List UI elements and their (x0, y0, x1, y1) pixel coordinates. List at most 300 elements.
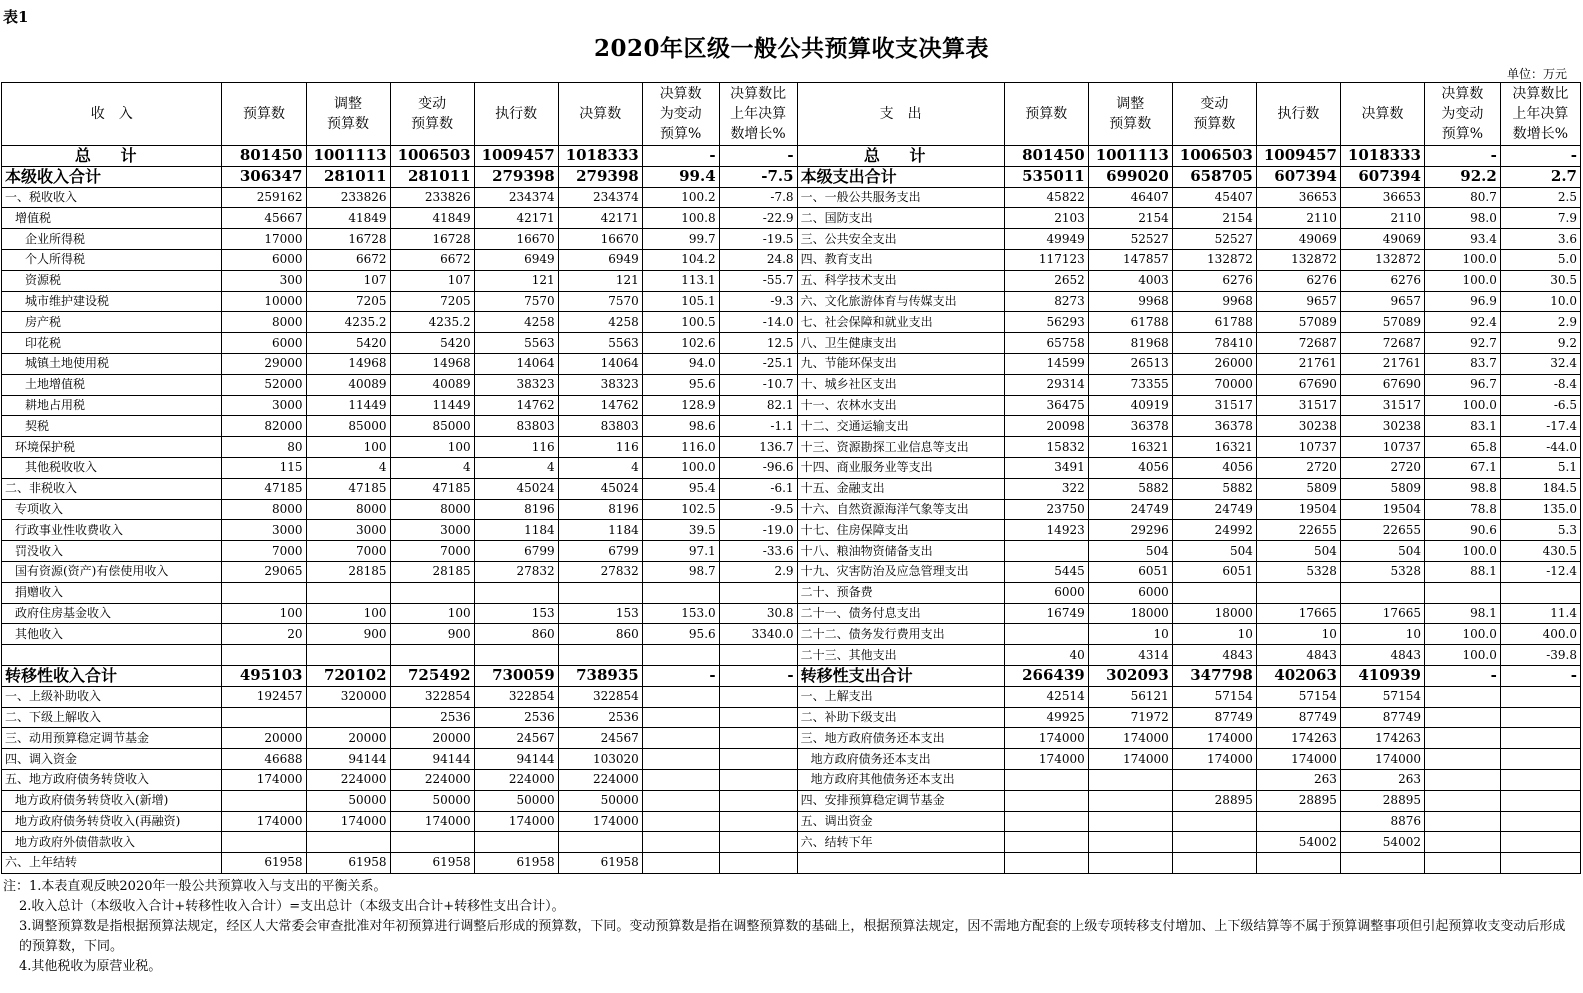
table-row (2, 395, 1581, 416)
column-header-line: 上年决算 (1512, 106, 1569, 122)
income-value-cell: 192457 (222, 686, 306, 707)
expense-value-cell: 30238 (1256, 416, 1340, 437)
income-value-cell: 42171 (558, 208, 642, 229)
expense-value-cell: 801450 (1004, 146, 1088, 167)
income-value-cell: 100.2 (642, 187, 719, 208)
expense-value-cell: 49925 (1004, 707, 1088, 728)
income-value-cell: 27832 (474, 561, 558, 582)
income-item-label: 罚没收入 (2, 541, 222, 562)
income-value-cell: 61958 (222, 853, 306, 874)
income-value-cell (719, 790, 797, 811)
table-row (2, 499, 1581, 520)
column-header (222, 83, 306, 146)
expense-value-cell: 46407 (1088, 187, 1172, 208)
expense-value-cell (1088, 832, 1172, 853)
expense-value-cell (1004, 769, 1088, 790)
expense-value-cell: 22655 (1256, 520, 1340, 541)
column-header (1424, 83, 1500, 146)
expense-item-label: 十四、商业服务业等支出 (797, 457, 1004, 478)
expense-value-cell: 132872 (1256, 249, 1340, 270)
income-value-cell (306, 707, 390, 728)
expense-value-cell: 174000 (1088, 728, 1172, 749)
income-value-cell (474, 582, 558, 603)
income-item-label: 二、下级上解收入 (2, 707, 222, 728)
expense-value-cell: 70000 (1172, 374, 1256, 395)
expense-value-cell: 21761 (1256, 353, 1340, 374)
expense-value-cell: 5.1 (1500, 457, 1580, 478)
expense-item-label: 本级支出合计 (797, 166, 1004, 187)
expense-value-cell: 5882 (1172, 478, 1256, 499)
expense-value-cell (1088, 853, 1172, 874)
table-row (2, 707, 1581, 728)
column-header-line: 为变动 (659, 106, 702, 122)
income-value-cell: -19.0 (719, 520, 797, 541)
income-value-cell: 224000 (390, 769, 474, 790)
expense-value-cell: 1006503 (1172, 146, 1256, 167)
expense-value-cell: 40919 (1088, 395, 1172, 416)
expense-value-cell: 6276 (1172, 270, 1256, 291)
expense-value-cell: 14599 (1004, 353, 1088, 374)
expense-value-cell: 174263 (1256, 728, 1340, 749)
expense-value-cell (1500, 728, 1580, 749)
expense-value-cell: -6.5 (1500, 395, 1580, 416)
income-value-cell: 14064 (474, 353, 558, 374)
expense-value-cell (1340, 853, 1424, 874)
income-value-cell: 7000 (222, 541, 306, 562)
expense-value-cell: 132872 (1172, 249, 1256, 270)
income-value-cell: 52000 (222, 374, 306, 395)
column-header (1500, 83, 1580, 146)
column-header-line: 预算数 (1025, 106, 1068, 122)
expense-value-cell: 5328 (1256, 561, 1340, 582)
column-header-line: 决算数 (1361, 106, 1404, 122)
column-header (642, 83, 719, 146)
income-value-cell: 279398 (474, 166, 558, 187)
income-value-cell: 2536 (390, 707, 474, 728)
expense-value-cell (1172, 853, 1256, 874)
income-value-cell: 306347 (222, 166, 306, 187)
expense-item-label: 一、上解支出 (797, 686, 1004, 707)
table-row (2, 270, 1581, 291)
table-row (2, 561, 1581, 582)
income-value-cell: 7000 (390, 541, 474, 562)
expense-value-cell: 18000 (1088, 603, 1172, 624)
income-value-cell: 20000 (306, 728, 390, 749)
expense-value-cell: 24992 (1172, 520, 1256, 541)
expense-value-cell: 2.5 (1500, 187, 1580, 208)
expense-value-cell: 2154 (1172, 208, 1256, 229)
income-value-cell: 61958 (390, 853, 474, 874)
expense-value-cell: 18000 (1172, 603, 1256, 624)
income-value-cell: 100 (222, 603, 306, 624)
expense-value-cell: 2110 (1340, 208, 1424, 229)
income-value-cell: 3340.0 (719, 624, 797, 645)
income-item-label: 土地增值税 (2, 374, 222, 395)
expense-value-cell: 83.7 (1424, 353, 1500, 374)
income-value-cell: 100 (306, 437, 390, 458)
column-header (306, 83, 390, 146)
expense-value-cell: 10737 (1340, 437, 1424, 458)
income-value-cell: 801450 (222, 146, 306, 167)
expense-value-cell: 535011 (1004, 166, 1088, 187)
expense-value-cell: 19504 (1256, 499, 1340, 520)
income-value-cell: 83803 (474, 416, 558, 437)
income-value-cell: -1.1 (719, 416, 797, 437)
income-value-cell: 14968 (306, 353, 390, 374)
column-header-line: 决算数 (579, 106, 622, 122)
income-value-cell: 45024 (558, 478, 642, 499)
expense-value-cell: 65.8 (1424, 437, 1500, 458)
column-header (1088, 83, 1172, 146)
table-row (2, 249, 1581, 270)
expense-value-cell: 96.7 (1424, 374, 1500, 395)
income-value-cell: 174000 (222, 811, 306, 832)
expense-value-cell: 28895 (1340, 790, 1424, 811)
expense-value-cell: 54002 (1340, 832, 1424, 853)
expense-value-cell: 32.4 (1500, 353, 1580, 374)
income-value-cell: 860 (558, 624, 642, 645)
expense-value-cell: 56293 (1004, 312, 1088, 333)
income-value-cell: 47185 (306, 478, 390, 499)
income-value-cell: 102.5 (642, 499, 719, 520)
expense-value-cell: 16321 (1088, 437, 1172, 458)
income-item-label: 五、地方政府债务转贷收入 (2, 769, 222, 790)
column-header-line: 上年决算 (730, 106, 787, 122)
expense-value-cell: 61788 (1088, 312, 1172, 333)
income-item-label: 城市维护建设税 (2, 291, 222, 312)
column-header (1004, 83, 1088, 146)
expense-value-cell: 87749 (1172, 707, 1256, 728)
expense-value-cell: 21761 (1340, 353, 1424, 374)
income-item-label: 环境保护税 (2, 437, 222, 458)
expense-value-cell: 49069 (1340, 229, 1424, 250)
expense-value-cell: 30.5 (1500, 270, 1580, 291)
table-row (2, 312, 1581, 333)
income-value-cell: 8000 (390, 499, 474, 520)
income-item-label: 企业所得税 (2, 229, 222, 250)
income-item-label: 耕地占用税 (2, 395, 222, 416)
expense-value-cell: 2154 (1088, 208, 1172, 229)
expense-value-cell: 135.0 (1500, 499, 1580, 520)
expense-value-cell: 3.6 (1500, 229, 1580, 250)
income-value-cell: 1001113 (306, 146, 390, 167)
expense-value-cell: 42514 (1004, 686, 1088, 707)
expense-item-label: 二、国防支出 (797, 208, 1004, 229)
expense-value-cell: 10 (1088, 624, 1172, 645)
expense-value-cell: 174263 (1340, 728, 1424, 749)
table-row (2, 229, 1581, 250)
expense-value-cell: -12.4 (1500, 561, 1580, 582)
expense-value-cell: 100.0 (1424, 395, 1500, 416)
expense-value-cell: 2652 (1004, 270, 1088, 291)
income-value-cell: 174000 (390, 811, 474, 832)
income-value-cell: 38323 (558, 374, 642, 395)
expense-value-cell: 5.0 (1500, 249, 1580, 270)
expense-value-cell: 83.1 (1424, 416, 1500, 437)
income-value-cell: 6000 (222, 249, 306, 270)
expense-value-cell (1172, 769, 1256, 790)
income-value-cell: 4 (390, 457, 474, 478)
column-header-line: 调整 (1116, 96, 1145, 112)
column-header (1340, 83, 1424, 146)
expense-value-cell: 29314 (1004, 374, 1088, 395)
income-value-cell: 94144 (306, 749, 390, 770)
column-header-line: 预算数 (411, 116, 454, 132)
income-value-cell: 113.1 (642, 270, 719, 291)
expense-value-cell: 263 (1256, 769, 1340, 790)
expense-value-cell: 17665 (1340, 603, 1424, 624)
column-header-line: 决算数比 (730, 86, 787, 102)
income-value-cell: -9.5 (719, 499, 797, 520)
column-header (1256, 83, 1340, 146)
table-row (2, 333, 1581, 354)
income-value-cell: 100.5 (642, 312, 719, 333)
column-header-line: 预算% (660, 126, 702, 142)
income-item-label: 六、上年结转 (2, 853, 222, 874)
expense-value-cell: 5.3 (1500, 520, 1580, 541)
column-header-line: 预算% (1441, 126, 1484, 142)
column-header-line: 收 入 (90, 106, 133, 122)
income-value-cell: 6672 (306, 249, 390, 270)
expense-value-cell: 9968 (1172, 291, 1256, 312)
expense-value-cell: -39.8 (1500, 645, 1580, 666)
income-value-cell: 860 (474, 624, 558, 645)
income-value-cell: 16728 (390, 229, 474, 250)
expense-value-cell: 57089 (1340, 312, 1424, 333)
expense-value-cell (1004, 790, 1088, 811)
expense-value-cell (1500, 582, 1580, 603)
expense-value-cell: 6000 (1004, 582, 1088, 603)
expense-value-cell: 10.0 (1500, 291, 1580, 312)
income-value-cell (306, 582, 390, 603)
income-value-cell (558, 832, 642, 853)
expense-value-cell (1004, 811, 1088, 832)
expense-value-cell: 504 (1172, 541, 1256, 562)
income-value-cell: 174000 (558, 811, 642, 832)
income-value-cell: 47185 (390, 478, 474, 499)
income-value-cell (558, 645, 642, 666)
expense-value-cell: 49949 (1004, 229, 1088, 250)
income-value-cell: 100 (390, 437, 474, 458)
expense-value-cell (1424, 728, 1500, 749)
income-value-cell: 8000 (222, 312, 306, 333)
income-value-cell: 174000 (222, 769, 306, 790)
income-value-cell: 99.7 (642, 229, 719, 250)
expense-value-cell: 16321 (1172, 437, 1256, 458)
income-value-cell: 233826 (306, 187, 390, 208)
expense-value-cell (1004, 541, 1088, 562)
income-value-cell: 5420 (390, 333, 474, 354)
income-value-cell (306, 832, 390, 853)
income-value-cell: 3000 (390, 520, 474, 541)
income-value-cell: 82.1 (719, 395, 797, 416)
expense-value-cell: 73355 (1088, 374, 1172, 395)
income-value-cell: -25.1 (719, 353, 797, 374)
income-value-cell: 99.4 (642, 166, 719, 187)
expense-value-cell: 56121 (1088, 686, 1172, 707)
income-value-cell: 24.8 (719, 249, 797, 270)
income-value-cell (306, 645, 390, 666)
table-row (2, 728, 1581, 749)
expense-value-cell: 1001113 (1088, 146, 1172, 167)
income-value-cell: 29000 (222, 353, 306, 374)
expense-value-cell: 6000 (1088, 582, 1172, 603)
expense-value-cell (1424, 686, 1500, 707)
income-value-cell: 115 (222, 457, 306, 478)
table-row (2, 790, 1581, 811)
income-item-label: 国有资源(资产)有偿使用收入 (2, 561, 222, 582)
income-value-cell: 6799 (558, 541, 642, 562)
column-header-line: 支 出 (879, 106, 922, 122)
income-value-cell: 11449 (390, 395, 474, 416)
income-value-cell (642, 707, 719, 728)
income-value-cell: 3000 (306, 520, 390, 541)
income-value-cell: -7.5 (719, 166, 797, 187)
income-value-cell: 7205 (390, 291, 474, 312)
expense-value-cell: 49069 (1256, 229, 1340, 250)
income-value-cell: 116.0 (642, 437, 719, 458)
expense-value-cell: 20098 (1004, 416, 1088, 437)
table-row (2, 457, 1581, 478)
column-header-line: 决算数 (659, 86, 702, 102)
table-row (2, 208, 1581, 229)
income-item-label: 四、调入资金 (2, 749, 222, 770)
expense-value-cell: 36475 (1004, 395, 1088, 416)
expense-item-label: 十五、金融支出 (797, 478, 1004, 499)
income-item-label: 契税 (2, 416, 222, 437)
expense-value-cell: 263 (1340, 769, 1424, 790)
income-value-cell: 7570 (474, 291, 558, 312)
expense-value-cell: - (1500, 665, 1580, 686)
expense-value-cell: 31517 (1256, 395, 1340, 416)
expense-value-cell: 5445 (1004, 561, 1088, 582)
expense-item-label: 三、公共安全支出 (797, 229, 1004, 250)
income-value-cell (642, 686, 719, 707)
income-value-cell: 85000 (390, 416, 474, 437)
income-value-cell: 20000 (390, 728, 474, 749)
expense-value-cell: 57154 (1172, 686, 1256, 707)
expense-value-cell (1172, 811, 1256, 832)
table-row (2, 624, 1581, 645)
expense-value-cell (1500, 749, 1580, 770)
income-value-cell: 11449 (306, 395, 390, 416)
income-value-cell: 2536 (558, 707, 642, 728)
income-item-label: 本级收入合计 (2, 166, 222, 187)
income-value-cell: 50000 (306, 790, 390, 811)
income-item-label: 行政事业性收费收入 (2, 520, 222, 541)
expense-item-label: 二十一、债务付息支出 (797, 603, 1004, 624)
expense-value-cell (1424, 811, 1500, 832)
expense-value-cell: 67690 (1340, 374, 1424, 395)
expense-value-cell (1424, 749, 1500, 770)
income-item-label: 其他税收收入 (2, 457, 222, 478)
income-value-cell: 42171 (474, 208, 558, 229)
expense-value-cell (1424, 790, 1500, 811)
income-value-cell (474, 645, 558, 666)
income-value-cell: 85000 (306, 416, 390, 437)
expense-value-cell: 98.1 (1424, 603, 1500, 624)
income-value-cell (719, 686, 797, 707)
income-value-cell: 153 (474, 603, 558, 624)
income-value-cell: 5563 (474, 333, 558, 354)
expense-item-label (797, 853, 1004, 874)
expense-value-cell: 26000 (1172, 353, 1256, 374)
income-value-cell: 98.7 (642, 561, 719, 582)
income-value-cell: 46688 (222, 749, 306, 770)
column-header (390, 83, 474, 146)
income-value-cell: 95.4 (642, 478, 719, 499)
expense-value-cell: 504 (1088, 541, 1172, 562)
expense-value-cell: 10737 (1256, 437, 1340, 458)
income-value-cell (222, 582, 306, 603)
expense-value-cell: 45407 (1172, 187, 1256, 208)
expense-value-cell: 98.0 (1424, 208, 1500, 229)
expense-value-cell: 8876 (1340, 811, 1424, 832)
expense-value-cell: 504 (1256, 541, 1340, 562)
expense-item-label: 二十二、债务发行费用支出 (797, 624, 1004, 645)
expense-value-cell: 402063 (1256, 665, 1340, 686)
expense-item-label: 地方政府债务还本支出 (797, 749, 1004, 770)
income-value-cell: 40089 (390, 374, 474, 395)
income-item-label: 地方政府债务转贷收入(再融资) (2, 811, 222, 832)
expense-value-cell: 71972 (1088, 707, 1172, 728)
income-value-cell: 83803 (558, 416, 642, 437)
expense-value-cell: 93.4 (1424, 229, 1500, 250)
expense-value-cell: 8273 (1004, 291, 1088, 312)
table-row (2, 478, 1581, 499)
income-value-cell: 320000 (306, 686, 390, 707)
expense-value-cell: 78410 (1172, 333, 1256, 354)
income-item-label: 个人所得税 (2, 249, 222, 270)
income-value-cell: 7570 (558, 291, 642, 312)
income-value-cell (719, 645, 797, 666)
income-value-cell: 100.0 (642, 457, 719, 478)
expense-value-cell: 40 (1004, 645, 1088, 666)
income-value-cell: 8196 (558, 499, 642, 520)
income-value-cell: 6672 (390, 249, 474, 270)
income-value-cell (719, 749, 797, 770)
income-value-cell: 234374 (474, 187, 558, 208)
expense-value-cell (1500, 853, 1580, 874)
expense-value-cell: - (1500, 146, 1580, 167)
income-value-cell: 16670 (474, 229, 558, 250)
table-row (2, 749, 1581, 770)
income-value-cell: -7.8 (719, 187, 797, 208)
income-value-cell: 41849 (306, 208, 390, 229)
footnote-line: 2.收入总计（本级收入合计+转移性收入合计）=支出总计（本级支出合计+转移性支出合计）。 (19, 899, 565, 914)
table-row (2, 374, 1581, 395)
expense-item-label: 十九、灾害防治及应急管理支出 (797, 561, 1004, 582)
income-value-cell: 121 (474, 270, 558, 291)
expense-value-cell: 174000 (1340, 749, 1424, 770)
table-row (2, 187, 1581, 208)
column-header-line: 预算数 (1109, 116, 1152, 132)
income-value-cell: 128.9 (642, 395, 719, 416)
income-item-label: 印花税 (2, 333, 222, 354)
expense-value-cell (1424, 707, 1500, 728)
income-value-cell: 20000 (222, 728, 306, 749)
income-value-cell: 100.8 (642, 208, 719, 229)
income-value-cell (390, 645, 474, 666)
income-value-cell (390, 582, 474, 603)
income-value-cell (719, 811, 797, 832)
expense-value-cell: 1018333 (1340, 146, 1424, 167)
expense-value-cell: 92.2 (1424, 166, 1500, 187)
expense-value-cell: 36378 (1172, 416, 1256, 437)
income-value-cell: 40089 (306, 374, 390, 395)
income-value-cell: 27832 (558, 561, 642, 582)
income-value-cell: 50000 (558, 790, 642, 811)
